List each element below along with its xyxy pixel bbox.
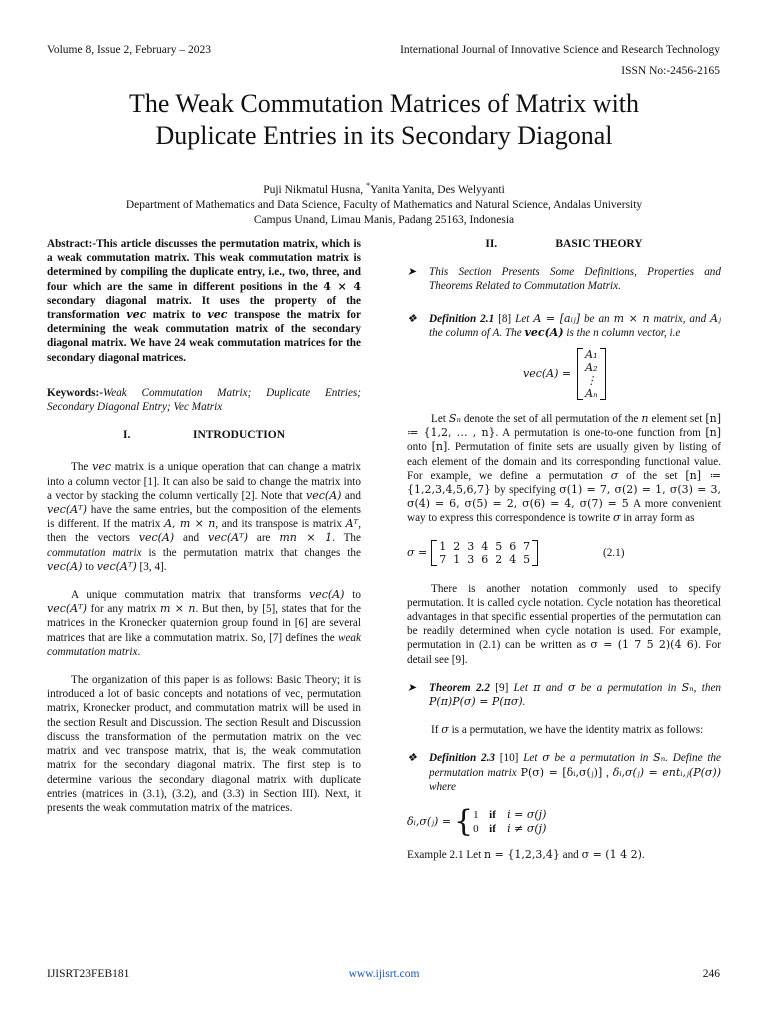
identity-paragraph: If σ is a permutation, we have the identity matrix as follows: (431, 723, 704, 737)
issn: ISSN No:-2456-2165 (621, 65, 720, 77)
paper-id: IJISRT23FEB181 (47, 968, 130, 980)
column-vector: A₁ A₂ ⋮ Aₙ (577, 348, 605, 400)
section-heading-introduction: I. INTRODUCTION (122, 429, 285, 442)
left-brace-icon: { (454, 804, 474, 840)
page-number: 246 (702, 968, 720, 980)
arrow-bullet-icon: ➤ (407, 681, 417, 694)
diamond-bullet-icon: ❖ (407, 312, 417, 325)
delta-cases-equation: δᵢ,σ(ⱼ) = { 1 if i = σ(j) 0 if i ≠ σ(j) (407, 804, 547, 840)
title-line-1: The Weak Commutation Matrices of Matrix with (128, 89, 640, 118)
section-heading-basic-theory: II. BASIC THEORY (485, 238, 643, 250)
example-2-1: Example 2.1 Let n = {1,2,3,4} and σ = (1 4 2). (407, 848, 645, 862)
equation-number: (2.1) (603, 546, 625, 559)
definition-2-1: ❖ Definition 2.1 [8] Let A = [aᵢⱼ] be an m × n matrix, and Aⱼ the column of A. The vec(A) is the n column vector, i.e (407, 311, 722, 339)
title-line-2: Duplicate Entries in its Secondary Diagonal (155, 121, 613, 150)
journal-name: International Journal of Innovative Science and Research Technology (400, 44, 720, 56)
volume-info: Volume 8, Issue 2, February – 2023 (47, 44, 211, 56)
journal-website-link[interactable]: www.ijisrt.com (348, 968, 420, 980)
affiliation: Department of Mathematics and Data Science, Faculty of Mathematics and Natural Science, Andalas University (125, 198, 643, 211)
right-column (407, 237, 721, 862)
address: Campus Unand, Limau Manis, Padang 25163, Indonesia (253, 213, 515, 226)
permutation-paragraph: Let Sₙ denote the set of all permutation of the n element set [n] ≔ {1,2, … , n}. A permutation is one-to-one function from [n] onto [n]. Permutation of finite sets are usually given by listing of each element of the domain and its corresponding functional value. For example, we define a permutation σ of the set [n] ≔ {1,2,3,4,5,6,7} by specifying σ(1) = 7, σ(2) = 1, σ(3) = 3, σ(4) = 6, σ(5) = 2, σ(6) = 4, σ(7) = 5 A more convenient way to express this correspondence is towrite σ in array form as (407, 412, 722, 525)
diamond-bullet-icon: ❖ (407, 752, 417, 765)
theorem-2-2: ➤ Theorem 2.2 [9] Let π and σ be a permutation in Sₙ, then P(π)P(σ) = P(πσ). (407, 680, 722, 709)
sigma-array: 1 2 3 4 5 6 7 7 1 3 6 2 4 5 (431, 540, 538, 566)
intro-paragraph-3: The organization of this paper is as follows: Basic Theory; it is introduced a lot of basic concepts and notations of vec, permutation matrix, Kronecker product, and commutation matrix will be used in the section Result and Discussion. The section Result and Discussion discuss the transformation of the permutation matrix on the vec matrix and vec transpose matrix, that is, the weak commutation matrix for the secondary diagonal matrix. The first step is to determine various the secondary diagonal matrix with duplicate entries (matrices in (3.1), (3.2), and (3.3) in Section III). Next, it presents the weak commutation matrix of the matrices. (47, 674, 361, 814)
intro-paragraph-1: The vec matrix is a unique operation that can change a matrix into a column vector [1]. It can also be said to change the matrix into a vector by stacking the column vertically [2]. Note that vec(A) and vec(Aᵀ) have the same entries, but the composition of the elements is different. If the matrix A, m × n, and its transpose is matrix Aᵀ, then the vectors vec(A) and vec(Aᵀ) are mn × 1. The commutation matrix is the permutation matrix that changes the vec(A) to vec(Aᵀ) [3, 4]. (47, 460, 361, 573)
arrow-bullet-icon: ➤ (407, 266, 417, 279)
sigma-array-equation: σ = 1 2 3 4 5 6 7 7 1 3 6 2 4 5 (2.1) (407, 539, 625, 566)
paper-title (0, 88, 768, 152)
abstract: Abstract:-This article discusses the permutation matrix, which is a weak commutation matrix. This weak commutation matrix is determined by compiling the duplicate entry, i.e., two, three, and four which are the same in different positions in the 4 × 4 secondary diagonal matrix. It uses the property of the transformation vec matrix to vec transpose the matrix for determining the weak commutation matrix of the secondary diagonal matrix. We have 24 weak commutation matrices for the secondary diagonal matrices. (47, 238, 361, 364)
cycle-notation-paragraph: There is another notation commonly used to specify permutation. It is called cycle notation. Cycle notation has theoretical advantages in that specific essential properties of the permutation can be readily determined when cycle notation is used. For example, permutation in (2.1) can be written as σ = (1 7 5 2)(4 6). For detail see [9]. (407, 582, 721, 666)
intro-paragraph-2: A unique commutation matrix that transforms vec(A) to vec(Aᵀ) for any matrix m × n. But then, by [5], states that for the matrices in the Kronecker quaternion group found in [6] are several matrices that are like a commutation matrix. So, [7] defines the weak commutation matrix. (47, 588, 361, 658)
author-names: Puji Nikmatul Husna, *Yanita Yanita, Des Welyyanti (263, 181, 505, 196)
cases: 1 if i = σ(j) 0 if i ≠ σ(j) (473, 808, 547, 836)
author-block (0, 178, 768, 228)
section-intro-bullet: ➤ This Section Presents Some Definitions, Properties and Theorems Related to Commutation Matrix. (407, 266, 721, 293)
keywords: Keywords:-Weak Commutation Matrix; Duplicate Entries; Secondary Diagonal Entry; Vec Matrix (47, 386, 361, 414)
left-column (47, 237, 361, 815)
definition-2-3: ❖ Definition 2.3 [10] Let σ be a permutation in Sₙ. Define the permutation matrix P(σ) = [δᵢ,σ(ⱼ)] , δᵢ,σ(ⱼ) = entᵢ,ⱼ(P(σ)) where (407, 751, 722, 793)
vec-equation: vec(A) = A₁ A₂ ⋮ Aₙ (523, 346, 721, 402)
